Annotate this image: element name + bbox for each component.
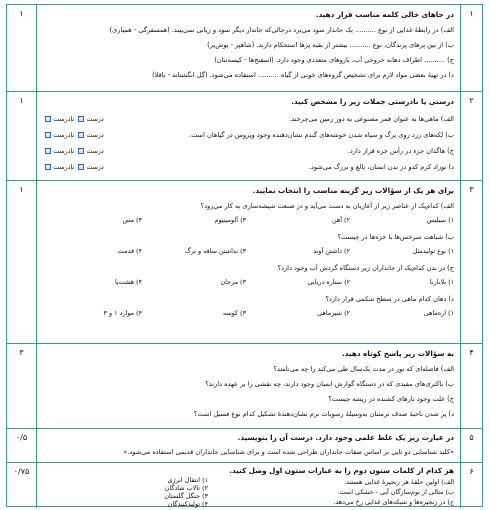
question-title: هر کدام از کلمات ستون دوم را به عبارات ستون اول وصل کنید. xyxy=(229,466,454,475)
false-label: نادرست xyxy=(53,131,75,139)
question-line: «کلید شناسایی دو تایی بر اساس صفات جانداران طراحی شده است و برای شناسایی جانداران قدیمی استفاده می‌شود.» xyxy=(123,448,454,456)
question-title: درستی یا نادرستی جملات زیر را مشخص کنید. xyxy=(291,97,454,106)
question-content xyxy=(39,181,458,343)
option: ۱) اره‌ماهی xyxy=(423,309,454,317)
option: ۱) بلانارنا xyxy=(429,278,454,286)
question-title: در عبارت زیر یک غلط علمی وجود دارد. درست آن را بنویسید. xyxy=(237,433,454,442)
option: ۱) سیلیس xyxy=(426,216,454,224)
question-title: در جاهای خالی کلمه مناسب قرار دهید. xyxy=(315,10,454,19)
question-content xyxy=(39,463,458,508)
match-column-2-item: ۳) جنگل گلستان xyxy=(164,492,208,500)
option: ۴) هشت‌پا xyxy=(114,278,142,286)
question-title: برای هر یک از سؤالات زیر گزینه مناسب را انتخاب نمایید. xyxy=(252,186,454,195)
question-4 xyxy=(7,344,482,429)
option: ۴) مس xyxy=(122,216,142,224)
match-column-1-item: ب) مثالی از بوم‌سازگان آبی - خشکی است. xyxy=(337,488,454,496)
exam-sheet xyxy=(6,4,483,507)
false-checkbox[interactable] xyxy=(45,132,51,138)
question-number: ۴ xyxy=(460,344,482,428)
false-checkbox[interactable] xyxy=(45,116,51,122)
question-number: ۵ xyxy=(460,429,482,462)
true-label: درست xyxy=(86,163,104,171)
question-content xyxy=(39,5,458,91)
question-number: ۲ xyxy=(460,92,482,180)
question-line: الف) در رابطهٔ غذایی از نوع .......... یک جاندار سود می‌برد درحالی‌که جاندار دیگر سود و زیانی نمی‌بیند. (همسفرگی - همیاری) xyxy=(109,26,454,34)
option: ۳) نداشتن ساقه و برگ xyxy=(184,247,246,255)
true-false-options xyxy=(43,146,104,156)
question-line: د) در تهیهٔ بعضی مواد لازم برای تشخیص گروه‌های خونی از گیاه .......... استفاده می‌شود. (گل انگشتانه - باقلا) xyxy=(152,71,454,79)
option: ۲) داشتن آوند xyxy=(313,247,350,255)
option: ۲) شیرماهی xyxy=(317,309,350,317)
question-line: ب) شباهت سرخس‌ها با خزه‌ها در چیست؟ xyxy=(337,233,454,241)
question-line: ج) علت وجود تارهای کشنده در ریشه چیست؟ xyxy=(328,395,454,403)
question-line: د) نوزاد کرم کدو در بدن انسان، بالغ و بزرگ می‌شود. xyxy=(308,163,454,171)
option: ۳) کوسه xyxy=(222,309,246,317)
question-3 xyxy=(7,181,482,344)
question-6 xyxy=(7,463,482,508)
option: ۲) آهن xyxy=(332,216,350,224)
question-line: ب) باکتری‌های مفیدی که در دستگاه گوارش انسان وجود دارند، چه نقشی را بر عهده دارند؟ xyxy=(205,380,454,388)
true-checkbox[interactable] xyxy=(78,132,84,138)
true-checkbox[interactable] xyxy=(78,116,84,122)
question-score: ۱ xyxy=(7,181,37,343)
question-score: ۱ xyxy=(7,92,37,180)
question-number: ۶ xyxy=(460,463,482,508)
question-content xyxy=(39,92,458,180)
option: ۳) مرجان xyxy=(220,278,246,286)
match-column-1-item: الف) اولین حلقهٔ هر زنجیرهٔ غذایی هستند. xyxy=(344,478,454,486)
question-score: ۱ xyxy=(7,5,37,91)
question-line: الف) ماهی‌ها به عنوان قمر مصنوعی به دور زمین می‌چرخند. xyxy=(289,115,454,123)
true-label: درست xyxy=(86,115,104,123)
question-1 xyxy=(7,5,482,92)
question-2 xyxy=(7,92,482,181)
true-label: درست xyxy=(86,147,104,155)
option: ۱) نوع تولیدمثل xyxy=(412,247,454,255)
true-checkbox[interactable] xyxy=(78,164,84,170)
question-line: د) دهان کدام ماهی در سطح شکمی قرار دارد؟ xyxy=(325,295,454,303)
true-checkbox[interactable] xyxy=(78,148,84,154)
false-checkbox[interactable] xyxy=(45,148,51,154)
option: ۳) آلومینیوم xyxy=(214,216,246,224)
option: ۴) قدمت xyxy=(117,247,142,255)
false-label: نادرست xyxy=(53,147,75,155)
false-label: نادرست xyxy=(53,115,75,123)
question-number: ۳ xyxy=(460,181,482,343)
true-false-options xyxy=(43,162,104,172)
question-title: به سؤالات زیر پاسخ کوتاه دهید. xyxy=(342,349,454,358)
question-score: ۰/۵ xyxy=(7,429,37,462)
question-score: ۰/۷۵ xyxy=(7,463,37,508)
match-column-2-item: ۴) تولیدکنندگان xyxy=(167,500,208,508)
false-label: نادرست xyxy=(53,163,75,171)
match-column-2-item: ۱) انتقال انرژی xyxy=(167,476,208,484)
match-column-1-item: ج) در زنجیره‌ها و شبکه‌های غذایی رخ می‌دهد. xyxy=(333,498,454,506)
question-line: ج) در بدن کدام‌یک از جانداران زیر دستگاه گردش آب وجود دارد؟ xyxy=(277,264,454,272)
question-number: ۱ xyxy=(460,5,482,91)
question-content xyxy=(39,344,458,428)
option: ۲) ستاره دریایی xyxy=(307,278,350,286)
match-column-2-item: ۲) تالاب شادگان xyxy=(164,484,208,492)
true-false-options xyxy=(43,114,104,124)
question-line: ج) .......... اطراف دهانه خروجی آب، بازوهای متعددی وجود دارد. (اسفنج‌ها - کیسه‌تنان) xyxy=(214,56,454,64)
question-score: ۳ xyxy=(7,344,37,428)
question-line: ج) هاگدان جزء در رأس خزه قرار دارد. xyxy=(347,147,454,155)
question-line: د) پر شدن ناحیهٔ صدف نرمتنان به‌وسیلهٔ رسوبات نرم نشان‌دهندهٔ تشکیل کدام نوع فسیل است؟ xyxy=(193,410,454,418)
question-line: ب) از بین پرهای پرندگان، نوع .......... بیشتر از بقیه پرها استحکام دارند. (شاهپر - پوش‌پر) xyxy=(207,41,454,49)
true-false-options xyxy=(43,130,104,140)
question-line: ب) لکه‌های زرد روی برگ و سیاه شدن خوشه‌های گندم نشان‌دهنده وجود ویروس در گیاهان است. xyxy=(188,131,454,139)
option: ۴) موارد ۱ و ۳ xyxy=(103,309,142,317)
false-checkbox[interactable] xyxy=(45,164,51,170)
question-content xyxy=(39,429,458,462)
question-line: الف) فاصله‌ای که نور در مدت یک‌سال طی می‌کند را چه می‌نامند؟ xyxy=(273,365,454,373)
question-line: الف) کدام‌یک از عناصر زیر از آغازیان به دست می‌آید و در صنعت شیشه‌سازی به کار می‌رود؟ xyxy=(200,202,454,210)
true-label: درست xyxy=(86,131,104,139)
question-5 xyxy=(7,429,482,463)
